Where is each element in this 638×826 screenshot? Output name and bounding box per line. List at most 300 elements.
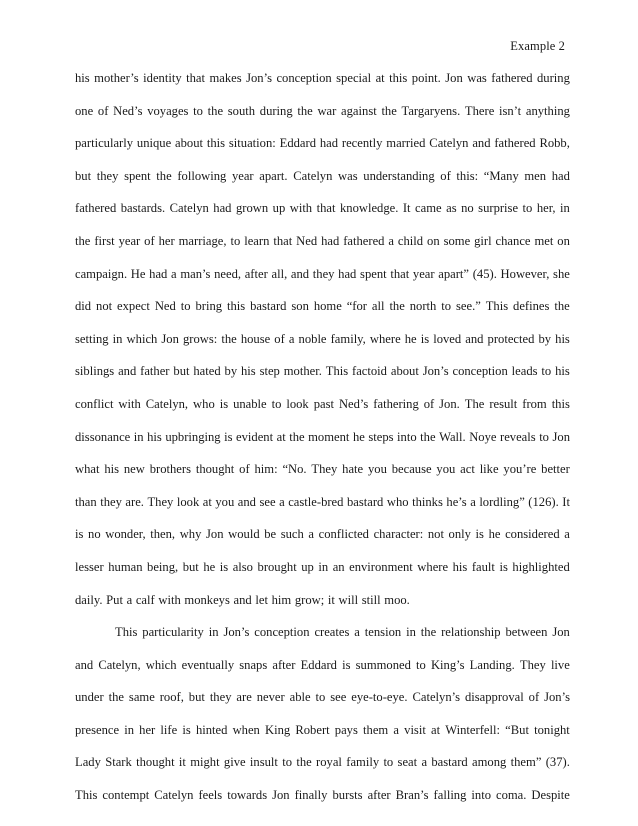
word: unable bbox=[233, 396, 267, 411]
word: and bbox=[465, 331, 484, 346]
word: Bran’s bbox=[395, 788, 429, 803]
word: the bbox=[381, 103, 397, 118]
word: a bbox=[388, 233, 394, 248]
word: are. bbox=[125, 494, 144, 509]
word: is bbox=[475, 527, 484, 542]
word: protected bbox=[487, 331, 535, 346]
word: girl bbox=[474, 233, 492, 248]
word: “for bbox=[346, 299, 367, 314]
word: is bbox=[499, 559, 508, 574]
text-line bbox=[75, 746, 570, 779]
word: from bbox=[522, 396, 547, 411]
word: seat bbox=[397, 755, 418, 770]
word: environment bbox=[349, 559, 413, 574]
word: the bbox=[297, 103, 313, 118]
word: Jon’s bbox=[544, 690, 570, 705]
word: pays bbox=[334, 722, 358, 737]
word: the bbox=[389, 299, 405, 314]
word: bastard bbox=[346, 494, 384, 509]
word: of bbox=[144, 233, 155, 248]
word: presence bbox=[75, 722, 120, 737]
word: might bbox=[190, 755, 220, 770]
word: Catelyn’s bbox=[412, 690, 461, 705]
word: Wall. bbox=[439, 429, 466, 444]
word: They bbox=[147, 494, 174, 509]
word: into bbox=[471, 788, 491, 803]
word: child bbox=[397, 233, 424, 248]
word: this bbox=[551, 396, 570, 411]
word: fathering bbox=[373, 396, 419, 411]
word: Jon bbox=[206, 527, 224, 542]
word: highlighted bbox=[512, 559, 570, 574]
word: able bbox=[289, 690, 311, 705]
word: the bbox=[420, 429, 436, 444]
word: men bbox=[524, 168, 547, 183]
word: Eddard bbox=[279, 136, 316, 151]
word: her bbox=[139, 722, 156, 737]
word: bastard bbox=[431, 755, 468, 770]
word: roof, bbox=[159, 690, 184, 705]
word: Catelyn, bbox=[98, 657, 141, 672]
word: at bbox=[431, 722, 441, 737]
word: by bbox=[538, 331, 552, 346]
text-line bbox=[75, 258, 570, 291]
text-line bbox=[75, 127, 570, 160]
word: This bbox=[75, 788, 98, 803]
word: defines bbox=[513, 299, 550, 314]
word: fathered bbox=[343, 233, 385, 248]
word: look bbox=[286, 396, 309, 411]
word: had bbox=[321, 233, 340, 248]
word: see bbox=[330, 690, 347, 705]
word: see bbox=[259, 494, 276, 509]
word: that bbox=[316, 201, 336, 216]
word: (37). bbox=[545, 755, 570, 770]
word: (45). bbox=[472, 266, 497, 281]
word: is bbox=[420, 331, 430, 346]
word: to bbox=[539, 429, 549, 444]
word: of bbox=[528, 690, 540, 705]
word: finally bbox=[294, 788, 328, 803]
text-line bbox=[75, 551, 570, 584]
word: first bbox=[94, 233, 115, 248]
word: the bbox=[75, 233, 91, 248]
word: bastard bbox=[250, 299, 287, 314]
word: look bbox=[176, 494, 200, 509]
word: Jon’s bbox=[223, 625, 250, 640]
word: he’s bbox=[446, 494, 467, 509]
word: snaps bbox=[239, 657, 268, 672]
word: the bbox=[207, 103, 224, 118]
word: It bbox=[402, 201, 411, 216]
word: she bbox=[553, 266, 570, 281]
word: in bbox=[406, 625, 416, 640]
word: the bbox=[108, 690, 124, 705]
word: Robb, bbox=[539, 136, 570, 151]
word: lesser bbox=[75, 559, 104, 574]
word: to bbox=[193, 103, 203, 118]
word: a bbox=[470, 494, 476, 509]
word: upbringing bbox=[165, 429, 221, 444]
word: no bbox=[461, 201, 474, 216]
word: did bbox=[75, 299, 92, 314]
text-line bbox=[75, 323, 570, 356]
word: on bbox=[557, 233, 570, 248]
word: visit bbox=[404, 722, 426, 737]
word: thought bbox=[136, 755, 175, 770]
word: Jon bbox=[552, 625, 570, 640]
word: to bbox=[271, 396, 282, 411]
word: tonight bbox=[534, 722, 570, 737]
word: Catelyn, bbox=[145, 396, 189, 411]
text-line bbox=[75, 290, 570, 323]
word: in bbox=[560, 201, 570, 216]
word: live bbox=[550, 657, 570, 672]
word: hated bbox=[193, 364, 221, 379]
word: spent bbox=[360, 266, 387, 281]
word: where bbox=[369, 331, 401, 346]
word: where bbox=[417, 559, 449, 574]
word: better bbox=[541, 462, 570, 477]
word: Lady bbox=[75, 755, 101, 770]
word: of bbox=[239, 462, 250, 477]
word: It bbox=[562, 494, 570, 509]
word: to bbox=[282, 755, 293, 770]
word: that bbox=[186, 71, 205, 85]
word: need, bbox=[214, 266, 242, 281]
word: falling bbox=[433, 788, 467, 803]
word: contempt bbox=[102, 788, 150, 803]
word: step bbox=[259, 364, 280, 379]
word: why bbox=[179, 527, 202, 542]
word: father bbox=[140, 364, 170, 379]
word: only bbox=[448, 527, 471, 542]
word: following bbox=[177, 168, 227, 183]
text-line bbox=[75, 62, 570, 95]
word: isn’t bbox=[499, 103, 522, 118]
word: is bbox=[75, 527, 84, 542]
text-line bbox=[75, 160, 570, 193]
word: after bbox=[367, 788, 391, 803]
word: royal bbox=[316, 755, 342, 770]
word: in bbox=[133, 429, 144, 444]
word: all bbox=[371, 299, 385, 314]
word: this bbox=[389, 71, 408, 85]
word: new bbox=[123, 462, 145, 477]
word: home bbox=[313, 299, 342, 314]
word: that bbox=[390, 266, 410, 281]
word: of bbox=[274, 331, 285, 346]
word: Jon’s bbox=[246, 71, 272, 85]
word: as bbox=[446, 201, 457, 216]
word: on bbox=[427, 233, 440, 248]
word: Catelyn bbox=[154, 788, 194, 803]
word: He bbox=[130, 266, 146, 281]
word: eventually bbox=[181, 657, 235, 672]
word: had bbox=[149, 266, 168, 281]
word: because bbox=[391, 462, 432, 477]
word: her, bbox=[536, 201, 556, 216]
word: same bbox=[128, 690, 155, 705]
word: thought bbox=[195, 462, 235, 477]
word: evident bbox=[236, 429, 274, 444]
word: was bbox=[467, 71, 487, 85]
word: moment bbox=[308, 429, 350, 444]
word: at bbox=[276, 429, 286, 444]
word: is bbox=[342, 657, 351, 672]
word: to bbox=[315, 690, 326, 705]
word: met bbox=[534, 233, 554, 248]
word: This bbox=[115, 625, 138, 640]
word: into bbox=[397, 429, 417, 444]
text-line: daily. Put a calf with monkeys and let him grow; it will still moo. bbox=[75, 592, 410, 607]
word: his bbox=[452, 559, 468, 574]
word: against bbox=[341, 103, 377, 118]
word: they bbox=[312, 266, 335, 281]
text-line bbox=[75, 453, 570, 486]
word: but bbox=[173, 364, 190, 379]
word: the bbox=[221, 331, 237, 346]
word: Eddard bbox=[300, 657, 337, 672]
word: between bbox=[505, 625, 548, 640]
word: would bbox=[228, 527, 260, 542]
word: who bbox=[386, 494, 409, 509]
word: with bbox=[289, 201, 313, 216]
word: in bbox=[208, 625, 219, 640]
word: knowledge. bbox=[339, 201, 399, 216]
word: fathered bbox=[75, 201, 117, 216]
word: particularly bbox=[75, 136, 134, 151]
word: point. bbox=[411, 71, 441, 85]
text-line bbox=[75, 486, 570, 519]
word: had bbox=[338, 266, 357, 281]
word: north bbox=[409, 299, 437, 314]
word: you bbox=[367, 462, 387, 477]
word: Ned bbox=[296, 233, 318, 248]
text-line bbox=[75, 681, 570, 714]
word: he bbox=[404, 331, 417, 346]
word: reveals bbox=[500, 429, 536, 444]
text-line bbox=[75, 95, 570, 128]
word: Jon’s bbox=[422, 364, 449, 379]
word: by bbox=[224, 364, 238, 379]
word: conception bbox=[254, 625, 310, 640]
word: human bbox=[108, 559, 143, 574]
word: but bbox=[188, 690, 205, 705]
word: they bbox=[100, 494, 122, 509]
word: Despite bbox=[531, 788, 570, 803]
word: his bbox=[240, 364, 256, 379]
word: his bbox=[104, 462, 120, 477]
word: the bbox=[296, 755, 312, 770]
word: up bbox=[301, 559, 314, 574]
word: he bbox=[488, 527, 501, 542]
word: relationship bbox=[441, 625, 501, 640]
word: campaign. bbox=[75, 266, 128, 281]
word: Robert bbox=[295, 722, 330, 737]
word: King’s bbox=[430, 657, 465, 672]
word: never bbox=[256, 690, 285, 705]
word: towards bbox=[227, 788, 268, 803]
word: you bbox=[436, 462, 456, 477]
word: the bbox=[420, 625, 437, 640]
word: you’re bbox=[503, 462, 537, 477]
word: is bbox=[219, 396, 229, 411]
word: fathered bbox=[491, 71, 533, 85]
word: is bbox=[182, 722, 191, 737]
word: Targaryens. bbox=[401, 103, 461, 118]
word: house bbox=[240, 331, 271, 346]
word: lordling” bbox=[479, 494, 525, 509]
word: Jon. bbox=[439, 396, 460, 411]
word: south bbox=[227, 103, 256, 118]
word: factoid bbox=[352, 364, 387, 379]
word: loved bbox=[433, 331, 462, 346]
word: he bbox=[352, 429, 365, 444]
word: Catelyn bbox=[169, 201, 209, 216]
word: an bbox=[332, 559, 345, 574]
word: about bbox=[390, 364, 419, 379]
word: tension bbox=[364, 625, 402, 640]
word: married bbox=[386, 136, 426, 151]
word: also bbox=[232, 559, 253, 574]
word: but bbox=[182, 559, 199, 574]
word: among bbox=[472, 755, 507, 770]
word: this bbox=[206, 136, 226, 151]
word: of bbox=[440, 168, 451, 183]
running-head: Example 2 bbox=[510, 39, 565, 53]
word: the bbox=[554, 299, 570, 314]
word: chance bbox=[495, 233, 531, 248]
word: special bbox=[336, 71, 372, 85]
word: family, bbox=[330, 331, 366, 346]
word: bursts bbox=[332, 788, 363, 803]
word: about bbox=[175, 136, 203, 151]
word: There bbox=[464, 103, 495, 118]
word: is bbox=[224, 429, 233, 444]
word: Jon bbox=[272, 788, 290, 803]
word: understanding bbox=[363, 168, 435, 183]
word: being, bbox=[147, 559, 179, 574]
word: Ned’s bbox=[338, 396, 369, 411]
word: which bbox=[126, 331, 158, 346]
word: grows: bbox=[182, 331, 218, 346]
word: not bbox=[427, 527, 444, 542]
word: when bbox=[232, 722, 260, 737]
word: This bbox=[485, 299, 509, 314]
word: him: bbox=[254, 462, 278, 477]
word: is bbox=[219, 559, 229, 574]
word: give bbox=[223, 755, 246, 770]
text-line bbox=[75, 649, 570, 682]
word: learn bbox=[244, 233, 270, 248]
word: steps bbox=[368, 429, 394, 444]
word: you bbox=[215, 494, 235, 509]
word: them bbox=[363, 722, 389, 737]
word: not bbox=[96, 299, 113, 314]
word: year bbox=[118, 233, 141, 248]
word: marriage, bbox=[178, 233, 227, 248]
word: what bbox=[75, 462, 100, 477]
word: his bbox=[555, 331, 570, 346]
word: son bbox=[291, 299, 309, 314]
word: life bbox=[160, 722, 178, 737]
text-line bbox=[75, 779, 570, 812]
word: insult bbox=[249, 755, 278, 770]
word: it bbox=[178, 755, 186, 770]
word: situation: bbox=[228, 136, 276, 151]
word: Ned’s bbox=[113, 103, 143, 118]
word: a bbox=[288, 331, 295, 346]
word: with bbox=[118, 396, 141, 411]
word: (126). bbox=[528, 494, 559, 509]
word: had bbox=[551, 168, 570, 183]
word: wonder, bbox=[105, 527, 146, 542]
text-line bbox=[75, 355, 570, 388]
word: Winterfell: bbox=[445, 722, 500, 737]
word: bastards. bbox=[120, 201, 166, 216]
word: to bbox=[416, 657, 426, 672]
word: a bbox=[564, 527, 570, 542]
word: unique bbox=[136, 136, 172, 151]
word: and bbox=[237, 494, 256, 509]
word: to bbox=[522, 201, 533, 216]
word: this: bbox=[456, 168, 479, 183]
word: fault bbox=[471, 559, 495, 574]
word: “Many bbox=[483, 168, 519, 183]
word: The bbox=[464, 396, 485, 411]
word: feels bbox=[198, 788, 223, 803]
word: act bbox=[460, 462, 475, 477]
text-line bbox=[75, 225, 570, 258]
word: a bbox=[393, 722, 399, 737]
word: “But bbox=[505, 722, 529, 737]
word: creates bbox=[314, 625, 350, 640]
word: no bbox=[88, 527, 101, 542]
word: Jon bbox=[161, 331, 179, 346]
word: conflict bbox=[75, 396, 114, 411]
word: Catelyn bbox=[429, 136, 469, 151]
word: coma. bbox=[496, 788, 527, 803]
word: Jon bbox=[552, 429, 570, 444]
word: bring bbox=[195, 299, 223, 314]
word: recently bbox=[341, 136, 383, 151]
word: setting bbox=[75, 331, 109, 346]
word: makes bbox=[209, 71, 242, 85]
word: castle-bred bbox=[288, 494, 344, 509]
word: thinks bbox=[412, 494, 443, 509]
word: than bbox=[75, 494, 97, 509]
word: her bbox=[158, 233, 175, 248]
word: conflicted bbox=[318, 527, 369, 542]
word: his bbox=[555, 364, 570, 379]
word: They bbox=[519, 657, 546, 672]
word: character: bbox=[373, 527, 424, 542]
word: that bbox=[273, 233, 293, 248]
word: which bbox=[145, 657, 177, 672]
word: Noye bbox=[469, 429, 497, 444]
word: some bbox=[443, 233, 471, 248]
text-line bbox=[75, 714, 570, 747]
word: conception bbox=[276, 71, 332, 85]
word: under bbox=[75, 690, 104, 705]
text-line bbox=[75, 518, 570, 551]
word: war bbox=[317, 103, 337, 118]
word: had bbox=[213, 201, 232, 216]
word: see.” bbox=[455, 299, 481, 314]
word: year bbox=[412, 266, 435, 281]
word: expect bbox=[117, 299, 150, 314]
